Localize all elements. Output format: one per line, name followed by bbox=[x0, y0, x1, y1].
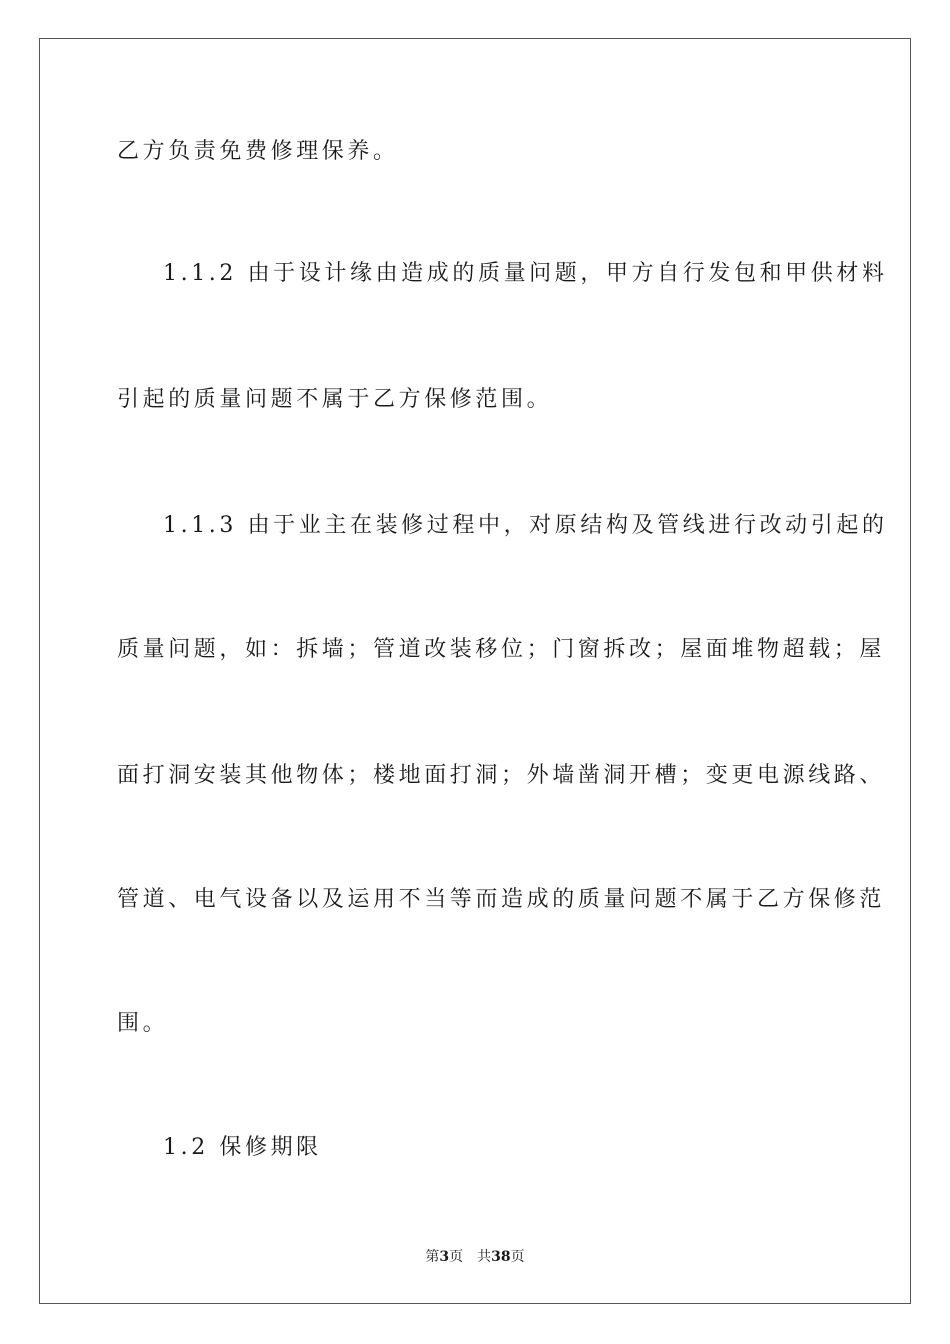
body-line-2: 1.1.2 由于设计缘由造成的质量问题，甲方自行发包和甲供材料 bbox=[163, 261, 888, 286]
total-suffix: 页 bbox=[510, 1249, 525, 1265]
body-line-7: 管道、电气设备以及运用不当等而造成的质量问题不属于乙方保修范 bbox=[117, 887, 886, 912]
section-heading: 1.2 保修期限 bbox=[163, 1135, 322, 1160]
page-number: 3 bbox=[439, 1249, 450, 1265]
page-prefix: 第 bbox=[425, 1249, 440, 1265]
page-frame bbox=[39, 38, 911, 1304]
body-line-5: 质量问题，如：拆墙；管道改装移位；门窗拆改；屋面堆物超载；屋 bbox=[117, 637, 886, 662]
body-line-8: 围。 bbox=[117, 1011, 169, 1036]
total-pages: 38 bbox=[491, 1249, 511, 1265]
body-line-4: 1.1.3 由于业主在装修过程中，对原结构及管线进行改动引起的 bbox=[163, 513, 888, 538]
page-suffix: 页 bbox=[449, 1249, 464, 1265]
body-line-3: 引起的质量问题不属于乙方保修范围。 bbox=[117, 387, 553, 412]
body-line-6: 面打洞安装其他物体；楼地面打洞；外墙凿洞开槽；变更电源线路、 bbox=[117, 763, 886, 788]
page-footer bbox=[0, 1247, 950, 1267]
body-line-1: 乙方负责免费修理保养。 bbox=[117, 139, 399, 164]
total-prefix: 共 bbox=[477, 1249, 492, 1265]
